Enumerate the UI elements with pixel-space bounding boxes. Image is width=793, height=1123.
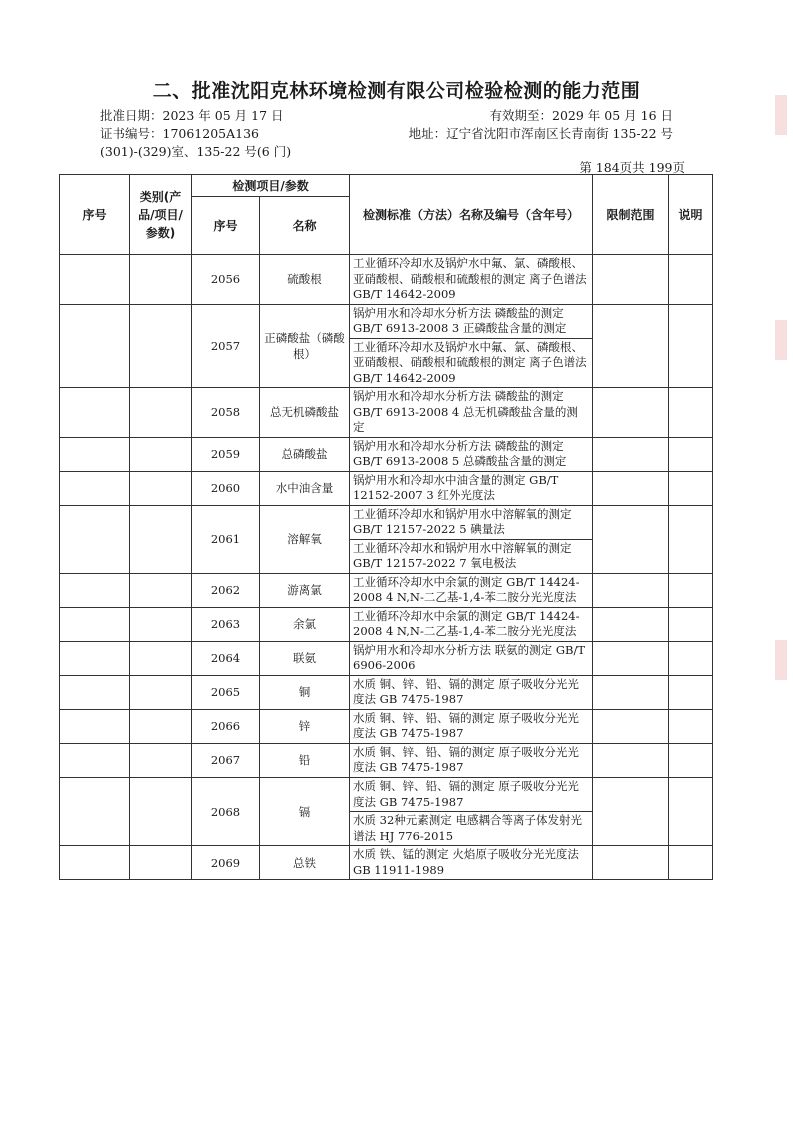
table-row — [60, 846, 713, 880]
standard-text: 锅炉用水和冷却水中油含量的测定 GB/T 12152-2007 3 红外光度法 — [350, 471, 593, 505]
valid-until: 有效期至：2029 年 05 月 16 日 — [489, 108, 673, 123]
header-seq: 序号 — [60, 175, 130, 255]
item-name: 总无机磷酸盐 — [260, 388, 350, 438]
standard-text: 工业循环冷却水和锅炉用水中溶解氧的测定 GB/T 12157-2022 7 氧电极法 — [350, 539, 593, 573]
table-row — [60, 709, 713, 743]
seq-cell — [60, 505, 130, 573]
category-cell — [130, 255, 192, 305]
item-number: 2065 — [192, 675, 260, 709]
item-name: 溶解氧 — [260, 505, 350, 573]
item-number: 2061 — [192, 505, 260, 573]
note-cell — [669, 255, 713, 305]
note-cell — [669, 641, 713, 675]
category-cell — [130, 388, 192, 438]
limit-cell — [593, 388, 669, 438]
category-cell — [130, 505, 192, 573]
standard-text: 水质 铜、锌、铅、镉的测定 原子吸收分光光度法 GB 7475-1987 — [350, 743, 593, 777]
standard-text: 工业循环冷却水及锅炉水中氟、氯、磷酸根、亚硝酸根、硝酸根和硫酸根的测定 离子色谱法 GB/T 14642-2009 — [350, 338, 593, 388]
item-name: 水中油含量 — [260, 471, 350, 505]
item-number: 2068 — [192, 777, 260, 845]
seq-cell — [60, 607, 130, 641]
note-cell — [669, 777, 713, 845]
standard-text: 水质 32种元素测定 电感耦合等离子体发射光谱法 HJ 776-2015 — [350, 812, 593, 846]
limit-cell — [593, 505, 669, 573]
limit-cell — [593, 255, 669, 305]
seq-cell — [60, 641, 130, 675]
seq-cell — [60, 471, 130, 505]
item-name: 镉 — [260, 777, 350, 845]
limit-cell — [593, 437, 669, 471]
note-cell — [669, 388, 713, 438]
certificate-number: 证书编号：17061205A136 — [100, 126, 260, 141]
note-cell — [669, 437, 713, 471]
item-name: 总磷酸盐 — [260, 437, 350, 471]
table-row — [60, 437, 713, 471]
standard-text: 工业循环冷却水和锅炉用水中溶解氧的测定 GB/T 12157-2022 5 碘量法 — [350, 505, 593, 539]
item-number: 2059 — [192, 437, 260, 471]
note-cell — [669, 846, 713, 880]
table-row — [60, 304, 713, 338]
item-number: 2060 — [192, 471, 260, 505]
item-number: 2058 — [192, 388, 260, 438]
seq-cell — [60, 255, 130, 305]
seq-cell — [60, 573, 130, 607]
category-cell — [130, 641, 192, 675]
item-number: 2062 — [192, 573, 260, 607]
standard-text: 工业循环冷却水中余氯的测定 GB/T 14424-2008 4 N,N-二乙基-1,4-苯二胺分光光度法 — [350, 607, 593, 641]
seq-cell — [60, 675, 130, 709]
item-name: 铅 — [260, 743, 350, 777]
page-title: 二、批准沈阳克林环境检测有限公司检验检测的能力范围 — [152, 80, 641, 102]
note-cell — [669, 709, 713, 743]
table-row — [60, 743, 713, 777]
table-row — [60, 505, 713, 539]
page-number: 第 184页共 199页 — [579, 160, 685, 175]
limit-cell — [593, 675, 669, 709]
note-cell — [669, 505, 713, 573]
item-name: 铜 — [260, 675, 350, 709]
capability-table — [59, 174, 713, 880]
header-items-group: 检测项目/参数 — [192, 175, 350, 197]
page-edge-stamp — [775, 640, 787, 680]
limit-cell — [593, 471, 669, 505]
limit-cell — [593, 641, 669, 675]
limit-cell — [593, 304, 669, 388]
address: 地址：辽宁省沈阳市浑南区长青南街 135-22 号 — [408, 126, 673, 141]
standard-text: 工业循环冷却水及锅炉水中氟、氯、磷酸根、亚硝酸根、硝酸根和硫酸根的测定 离子色谱法 GB/T 14642-2009 — [350, 255, 593, 305]
header-category: 类别(产品/项目/参数) — [130, 175, 192, 255]
seq-cell — [60, 437, 130, 471]
table-row — [60, 471, 713, 505]
table-row — [60, 388, 713, 438]
seq-cell — [60, 743, 130, 777]
item-name: 硫酸根 — [260, 255, 350, 305]
item-name: 锌 — [260, 709, 350, 743]
category-cell — [130, 437, 192, 471]
standard-text: 锅炉用水和冷却水分析方法 联氨的测定 GB/T 6906-2006 — [350, 641, 593, 675]
item-name: 余氯 — [260, 607, 350, 641]
item-number: 2057 — [192, 304, 260, 388]
seq-cell — [60, 709, 130, 743]
item-name: 游离氯 — [260, 573, 350, 607]
standard-text: 工业循环冷却水中余氯的测定 GB/T 14424-2008 4 N,N-二乙基-1,4-苯二胺分光光度法 — [350, 573, 593, 607]
limit-cell — [593, 743, 669, 777]
limit-cell — [593, 573, 669, 607]
item-name: 联氨 — [260, 641, 350, 675]
seq-cell — [60, 777, 130, 845]
category-cell — [130, 304, 192, 388]
seq-cell — [60, 304, 130, 388]
limit-cell — [593, 607, 669, 641]
note-cell — [669, 573, 713, 607]
limit-cell — [593, 709, 669, 743]
category-cell — [130, 675, 192, 709]
table-row — [60, 675, 713, 709]
note-cell — [669, 675, 713, 709]
category-cell — [130, 471, 192, 505]
header-limit: 限制范围 — [593, 175, 669, 255]
category-cell — [130, 743, 192, 777]
category-cell — [130, 607, 192, 641]
item-name: 总铁 — [260, 846, 350, 880]
header-note: 说明 — [669, 175, 713, 255]
address-continued: (301)-(329)室、135-22 号(6 门) — [100, 144, 292, 159]
standard-text: 锅炉用水和冷却水分析方法 磷酸盐的测定 GB/T 6913-2008 4 总无机磷酸盐含量的测定 — [350, 388, 593, 438]
header-standard: 检测标准（方法）名称及编号（含年号） — [350, 175, 593, 255]
header-item-name: 名称 — [260, 197, 350, 255]
item-number: 2069 — [192, 846, 260, 880]
category-cell — [130, 573, 192, 607]
standard-text: 水质 铜、锌、铅、镉的测定 原子吸收分光光度法 GB 7475-1987 — [350, 675, 593, 709]
header-item-no: 序号 — [192, 197, 260, 255]
approval-date: 批准日期：2023 年 05 月 17 日 — [100, 108, 284, 123]
item-number: 2067 — [192, 743, 260, 777]
table-row — [60, 641, 713, 675]
table-row — [60, 255, 713, 305]
item-number: 2056 — [192, 255, 260, 305]
note-cell — [669, 471, 713, 505]
note-cell — [669, 607, 713, 641]
seq-cell — [60, 388, 130, 438]
table-row — [60, 607, 713, 641]
limit-cell — [593, 777, 669, 845]
item-number: 2064 — [192, 641, 260, 675]
standard-text: 锅炉用水和冷却水分析方法 磷酸盐的测定 GB/T 6913-2008 5 总磷酸盐含量的测定 — [350, 437, 593, 471]
item-name: 正磷酸盐（磷酸根） — [260, 304, 350, 388]
table-row — [60, 777, 713, 811]
standard-text: 水质 铜、锌、铅、镉的测定 原子吸收分光光度法 GB 7475-1987 — [350, 709, 593, 743]
page-edge-stamp — [775, 320, 787, 360]
note-cell — [669, 304, 713, 388]
category-cell — [130, 709, 192, 743]
limit-cell — [593, 846, 669, 880]
standard-text: 水质 铁、锰的测定 火焰原子吸收分光光度法 GB 11911-1989 — [350, 846, 593, 880]
table-row — [60, 573, 713, 607]
item-number: 2063 — [192, 607, 260, 641]
category-cell — [130, 777, 192, 845]
note-cell — [669, 743, 713, 777]
standard-text: 水质 铜、锌、铅、镉的测定 原子吸收分光光度法 GB 7475-1987 — [350, 777, 593, 811]
standard-text: 锅炉用水和冷却水分析方法 磷酸盐的测定 GB/T 6913-2008 3 正磷酸盐含量的测定 — [350, 304, 593, 338]
category-cell — [130, 846, 192, 880]
item-number: 2066 — [192, 709, 260, 743]
seq-cell — [60, 846, 130, 880]
